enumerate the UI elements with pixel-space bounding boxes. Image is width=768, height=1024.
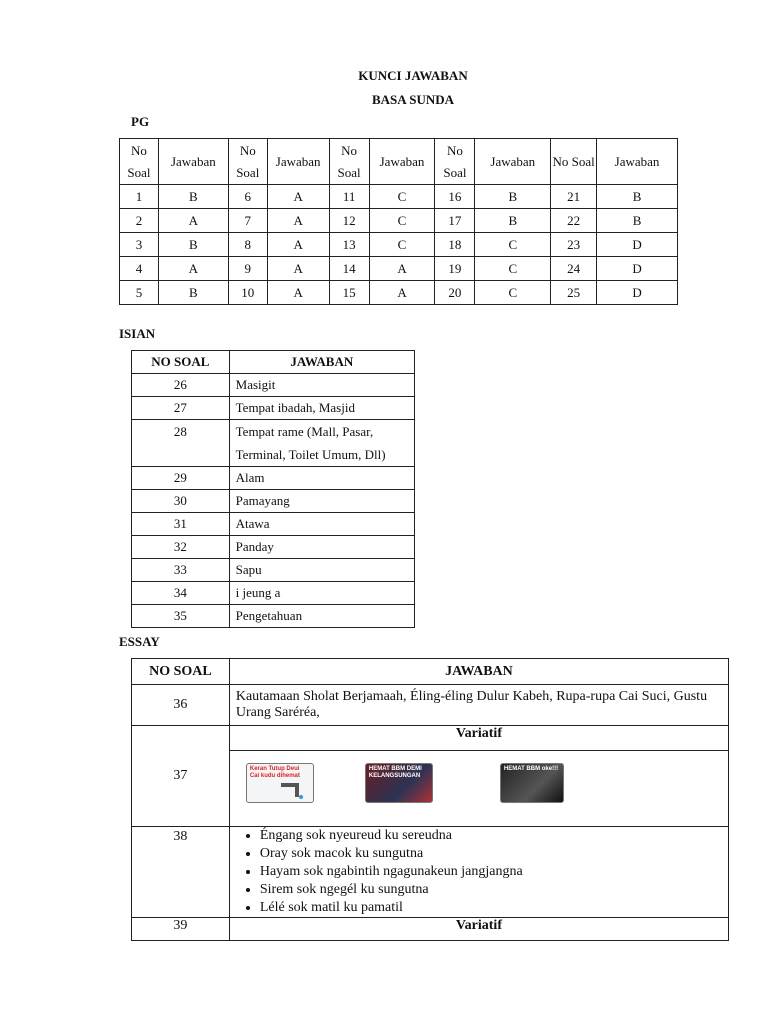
column-header-no: NO SOAL xyxy=(132,351,230,374)
question-number: 25 xyxy=(551,281,597,305)
column-header-no: NO SOAL xyxy=(132,659,230,685)
table-row xyxy=(132,605,415,628)
answer-key: B xyxy=(158,281,228,305)
list-item: • Hayam sok ngabintih ngagunakeun jangjangna xyxy=(260,863,722,881)
question-number: 3 xyxy=(120,233,159,257)
table-row xyxy=(132,726,729,827)
question-number: 26 xyxy=(132,374,230,397)
question-number: 19 xyxy=(435,257,475,281)
answer-text: Variatif xyxy=(229,918,728,941)
answer-text: Alam xyxy=(229,467,414,490)
question-number: 16 xyxy=(435,185,475,209)
column-header-answer: Jawaban xyxy=(597,139,678,185)
question-number: 24 xyxy=(551,257,597,281)
table-row xyxy=(132,685,729,726)
answer-key: A xyxy=(267,185,329,209)
question-number: 39 xyxy=(132,918,230,941)
answer-key: C xyxy=(475,233,551,257)
answer-text: Masigit xyxy=(229,374,414,397)
answer-key: B xyxy=(158,185,228,209)
answer-key: A xyxy=(267,281,329,305)
answer-key: C xyxy=(475,281,551,305)
table-row xyxy=(132,918,729,941)
question-number: 17 xyxy=(435,209,475,233)
answer-text: Tempat rame (Mall, Pasar, Terminal, Toilet Umum, Dll) xyxy=(229,420,414,467)
column-header-answer: JAWABAN xyxy=(229,351,414,374)
question-number: 10 xyxy=(228,281,267,305)
table-row xyxy=(132,582,415,605)
question-number: 31 xyxy=(132,513,230,536)
question-number: 12 xyxy=(329,209,369,233)
answer-key: D xyxy=(597,281,678,305)
answer-text: Pamayang xyxy=(229,490,414,513)
column-header-no: No Soal xyxy=(329,139,369,185)
table-row xyxy=(132,420,415,467)
answer-key: D xyxy=(597,257,678,281)
section-label-pg: PG xyxy=(131,114,150,129)
table-header-row xyxy=(132,659,729,685)
answer-key: B xyxy=(597,185,678,209)
section-label-essay: ESSAY xyxy=(119,634,160,649)
answer-key: B xyxy=(475,209,551,233)
table-row xyxy=(132,559,415,582)
question-number: 5 xyxy=(120,281,159,305)
table-row xyxy=(132,397,415,420)
table-row xyxy=(132,827,729,918)
document-subject: BASA SUNDA xyxy=(372,92,454,107)
table-row xyxy=(132,513,415,536)
question-number: 29 xyxy=(132,467,230,490)
document-title: KUNCI JAWABAN xyxy=(358,68,468,83)
answer-cell xyxy=(229,726,728,827)
question-number: 28 xyxy=(132,420,230,467)
question-number: 9 xyxy=(228,257,267,281)
essay-answer-table xyxy=(131,658,729,941)
question-number: 34 xyxy=(132,582,230,605)
question-number: 21 xyxy=(551,185,597,209)
question-number: 33 xyxy=(132,559,230,582)
answer-image-row xyxy=(230,751,728,826)
question-number: 37 xyxy=(132,726,230,827)
fuel-nozzle-poster-icon: HEMAT BBM oke!!! xyxy=(500,763,564,803)
faucet-poster-icon: Keran Tutup Deui Cai kudu dihemat xyxy=(246,763,314,803)
question-number: 20 xyxy=(435,281,475,305)
column-header-no: No Soal xyxy=(551,139,597,185)
answer-key: B xyxy=(475,185,551,209)
question-number: 35 xyxy=(132,605,230,628)
question-number: 18 xyxy=(435,233,475,257)
answer-key: C xyxy=(369,209,435,233)
table-header-row xyxy=(132,351,415,374)
question-number: 23 xyxy=(551,233,597,257)
answer-text: Pengetahuan xyxy=(229,605,414,628)
answer-text: Atawa xyxy=(229,513,414,536)
answer-bullet-list xyxy=(230,827,722,917)
answer-key: A xyxy=(158,257,228,281)
column-header-answer: JAWABAN xyxy=(229,659,728,685)
pg-answer-table xyxy=(119,138,678,305)
question-number: 13 xyxy=(329,233,369,257)
answer-key: C xyxy=(369,185,435,209)
answer-key: C xyxy=(475,257,551,281)
question-number: 22 xyxy=(551,209,597,233)
question-number: 6 xyxy=(228,185,267,209)
table-row xyxy=(120,281,678,305)
table-row xyxy=(120,209,678,233)
question-number: 38 xyxy=(132,827,230,918)
table-row xyxy=(132,374,415,397)
column-header-answer: Jawaban xyxy=(158,139,228,185)
answer-key: A xyxy=(267,257,329,281)
answer-key: A xyxy=(369,281,435,305)
answer-text: i jeung a xyxy=(229,582,414,605)
answer-key: D xyxy=(597,233,678,257)
answer-key: B xyxy=(597,209,678,233)
answer-text: Sapu xyxy=(229,559,414,582)
question-number: 15 xyxy=(329,281,369,305)
column-header-no: No Soal xyxy=(228,139,267,185)
table-row xyxy=(132,467,415,490)
isian-answer-table xyxy=(131,350,415,628)
column-header-answer: Jawaban xyxy=(475,139,551,185)
column-header-answer: Jawaban xyxy=(267,139,329,185)
question-number: 7 xyxy=(228,209,267,233)
question-number: 27 xyxy=(132,397,230,420)
table-row xyxy=(132,490,415,513)
table-row xyxy=(120,233,678,257)
list-item: • Sirem sok ngegél ku sungutna xyxy=(260,881,722,899)
question-number: 4 xyxy=(120,257,159,281)
question-number: 1 xyxy=(120,185,159,209)
table-row xyxy=(120,257,678,281)
section-label-isian: ISIAN xyxy=(119,326,156,341)
answer-cell xyxy=(229,827,728,918)
answer-key: A xyxy=(158,209,228,233)
question-number: 2 xyxy=(120,209,159,233)
answer-key: A xyxy=(267,233,329,257)
answer-key: A xyxy=(267,209,329,233)
question-number: 32 xyxy=(132,536,230,559)
question-number: 30 xyxy=(132,490,230,513)
answer-key: B xyxy=(158,233,228,257)
table-row xyxy=(132,536,415,559)
list-item: • Lélé sok matil ku pamatil xyxy=(260,899,722,917)
bbm-poster-icon: HEMAT BBM DEMI KELANGSUNGAN xyxy=(365,763,433,803)
question-number: 14 xyxy=(329,257,369,281)
question-number: 36 xyxy=(132,685,230,726)
table-row xyxy=(120,185,678,209)
table-header-row xyxy=(120,139,678,185)
answer-key: A xyxy=(369,257,435,281)
answer-text: Variatif xyxy=(230,726,728,751)
answer-text: Panday xyxy=(229,536,414,559)
answer-text: Tempat ibadah, Masjid xyxy=(229,397,414,420)
list-item: • Éngang sok nyeureud ku sereudna xyxy=(260,827,722,845)
answer-text: Kautamaan Sholat Berjamaah, Éling-éling Dulur Kabeh, Rupa-rupa Cai Suci, Gustu Urang Saréréa, xyxy=(229,685,728,726)
column-header-answer: Jawaban xyxy=(369,139,435,185)
column-header-no: No Soal xyxy=(120,139,159,185)
column-header-no: No Soal xyxy=(435,139,475,185)
question-number: 11 xyxy=(329,185,369,209)
list-item: • Oray sok macok ku sungutna xyxy=(260,845,722,863)
question-number: 8 xyxy=(228,233,267,257)
answer-key: C xyxy=(369,233,435,257)
